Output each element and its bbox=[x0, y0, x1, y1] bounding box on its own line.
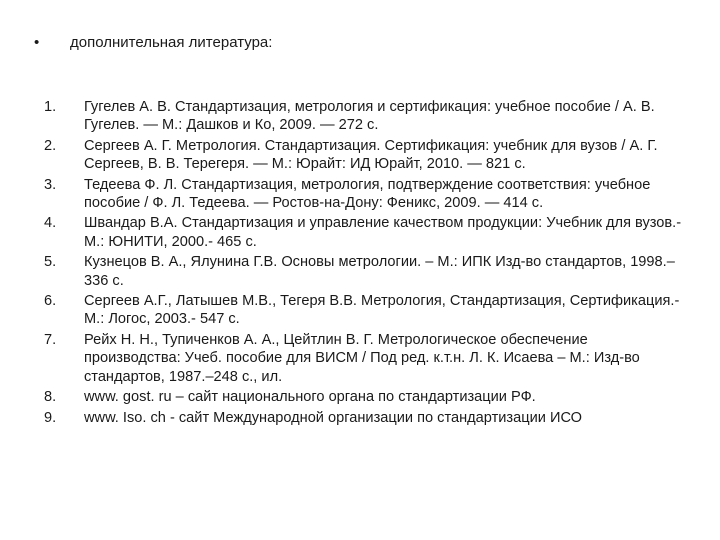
reference-item bbox=[44, 331, 684, 386]
reference-number: 4. bbox=[44, 215, 57, 232]
reference-item bbox=[44, 388, 684, 406]
reference-item bbox=[44, 409, 684, 427]
reference-text: Гугелев А. В. Стандартизация, метрология и сертификация: учебное пособие / А. В. Гугелев. — М.: Дашков и Ко, 2009. — 272 с. bbox=[84, 99, 655, 134]
reference-item bbox=[44, 137, 684, 174]
reference-item bbox=[44, 292, 684, 329]
reference-text: Кузнецов В. А., Ялунина Г.В. Основы метрологии. – М.: ИПК Изд-во стандартов, 1998.– 336 с. bbox=[84, 254, 675, 289]
reference-text: Швандар В.А. Стандартизация и управление качеством продукции: Учебник для вузов.- М.: ЮНИТИ, 2000.- 465 с. bbox=[84, 215, 682, 250]
reference-text: Рейх Н. Н., Тупиченков А. А., Цейтлин В. Г. Метрологическое обеспечение производства: Учеб. пособие для ВИСМ / Под ред. к.т.н. Л. К. Исаева – М.: Изд-во стандартов, 1987.–248 с., ил. bbox=[84, 331, 640, 385]
reference-item bbox=[44, 253, 684, 290]
reference-text: Сергеев А.Г., Латышев М.В., Тегеря В.В. Метрология, Стандартизация, Сертификация.- М.: Логос, 2003.- 547 с. bbox=[84, 293, 680, 328]
reference-link-text: www. Iso. ch - сайт Международной организации по стандартизации ИСО bbox=[84, 409, 583, 426]
reference-item bbox=[44, 176, 684, 213]
reference-list bbox=[44, 98, 684, 429]
reference-number: 8. bbox=[44, 389, 57, 406]
reference-number: 5. bbox=[44, 254, 57, 271]
reference-number: 2. bbox=[44, 137, 57, 154]
bullet-icon: • bbox=[34, 34, 40, 51]
reference-text: Тедеева Ф. Л. Стандартизация, метрология, подтверждение соответствия: учебное пособие / Ф. Л. Тедеева. — Ростов-на-Дону: Феникс, 2009. — 414 с. bbox=[84, 176, 651, 212]
reference-text: Сергеев А. Г. Метрология. Стандартизация. Сертификация: учебник для вузов / А. Г. Сергеев, В. В. Терегеря. — М.: Юрайт: ИД Юрайт, 2010. — 821 с. bbox=[84, 137, 658, 173]
reference-link-text: www. gost. ru – сайт национального органа по стандартизации РФ. bbox=[84, 389, 536, 406]
reference-number: 7. bbox=[44, 331, 57, 348]
reference-number: 3. bbox=[44, 176, 57, 193]
reference-number: 6. bbox=[44, 293, 57, 310]
reference-number: 9. bbox=[44, 409, 57, 426]
reference-item bbox=[44, 98, 684, 135]
page-title: дополнительная литература: bbox=[70, 34, 273, 51]
reference-number: 1. bbox=[44, 99, 57, 115]
reference-item bbox=[44, 214, 684, 251]
heading-row bbox=[34, 34, 272, 51]
